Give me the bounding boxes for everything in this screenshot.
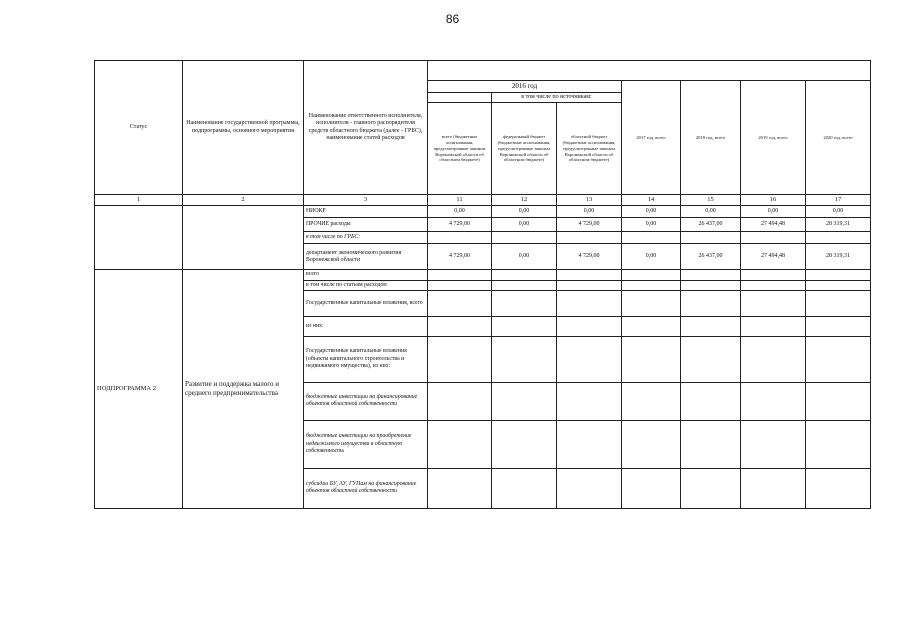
regional-header: областной бюджет (бюджетные ассигнования, предусмотренные законом Воронежской области об областном бюджете) [557,103,622,195]
header-top-band [428,61,871,69]
row-label-total: всего [304,270,428,280]
value-cell: 26 437,00 [681,244,741,270]
value-cell: 28 319,31 [806,218,871,232]
row-label-other: ПРОЧИЕ расходы [304,218,428,232]
status-header: Статус [95,61,183,195]
value-cell: 0,00 [622,218,681,232]
table-row [95,206,871,218]
value-cell: 4 729,00 [428,218,492,232]
value-cell: 4 729,00 [557,244,622,270]
value-cell: 0,00 [622,206,681,218]
value-cell: 27 494,48 [741,218,806,232]
row-label-of-which: из них: [304,316,428,336]
row-label-niokr: НИОКР [304,206,428,218]
row-label-capital: Государственные капитальные вложения, всего [304,290,428,316]
col-number: 12 [492,195,557,206]
value-cell: 26 437,00 [681,218,741,232]
header-blank-band [428,69,871,81]
row-label-capital-objects: Государственные капитальные вложения (объекты капитального строительства и недвижимого имущества), из них: [304,336,428,382]
col-number: 13 [557,195,622,206]
row-label-by-articles: в том числе по статьям расходов: [304,280,428,290]
value-cell: 4 729,00 [428,244,492,270]
y2020-header: 2020 год, всего [806,81,871,195]
value-cell: 0,00 [492,206,557,218]
subprogram-name: Развитие и поддержка малого и среднего предпринимательства [183,270,304,508]
subprogram-status: ПОДПРОГРАММА 2 [95,270,183,508]
col-number: 16 [741,195,806,206]
value-cell: 0,00 [806,206,871,218]
row-label-budget-inv-objects: бюджетные инвестиции на финансирование объектов областной собственности [304,382,428,420]
col-number: 2 [183,195,304,206]
year-2016-header: 2016 год [428,81,622,93]
y2017-header: 2017 год, всего [622,81,681,195]
empty-name-cell [183,206,304,270]
value-cell: 0,00 [492,244,557,270]
col-number: 17 [806,195,871,206]
sources-header: в том числе по источникам: [492,92,622,103]
row-label-budget-inv-acquire: бюджетные инвестиции на приобретение недвижимого имущества в областную собственность [304,420,428,468]
col-number: 1 [95,195,183,206]
col-number: 15 [681,195,741,206]
value-cell: 0,00 [492,218,557,232]
col-number: 11 [428,195,492,206]
y2019-header: 2019 год, всего [741,81,806,195]
value-cell: 0,00 [681,206,741,218]
grbs-note: в том числе по ГРБС: [304,232,428,244]
value-cell: 0,00 [428,206,492,218]
col-number: 14 [622,195,681,206]
col-number: 3 [304,195,428,206]
value-cell: 4 729,00 [557,218,622,232]
program-name-header: Наименование государственной программы, подпрограммы, основного мероприятия [183,61,304,195]
value-cell: 27 494,48 [741,244,806,270]
executor-header: Наименование ответственного исполнителя, исполнителя - главного распорядителя средств областного бюджета (далее - ГРБС), наименование статей расходов [304,61,428,195]
value-cell: 28 319,31 [806,244,871,270]
page-number: 86 [445,12,460,26]
table-row [95,270,871,280]
row-label-department: департамент экономического развития Воронежской области [304,244,428,270]
empty-status-cell [95,206,183,270]
column-number-row [95,195,871,206]
federal-header: федеральный бюджет (бюджетные ассигнования, предусмотренные законом Воронежской области об областном бюджете) [492,103,557,195]
y2018-header: 2018 год, всего [681,81,741,195]
value-cell: 0,00 [557,206,622,218]
total-2016-header: всего (бюджетные ассигнования, предусмотренные законом Воронежской области об областном бюджете) [428,103,492,195]
value-cell: 0,00 [741,206,806,218]
budget-table [94,60,871,509]
value-cell: 0,00 [622,244,681,270]
row-label-subsidies: субсидии БУ, АУ, ГУПам на финансирование объектов областной собственности [304,468,428,508]
